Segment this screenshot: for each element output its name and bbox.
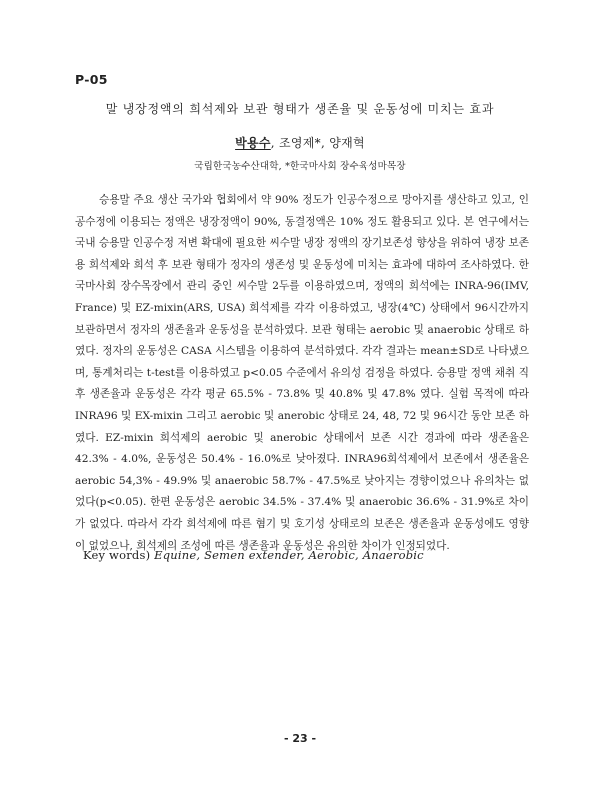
co-authors: , 조영제*, 양재혁 xyxy=(270,136,365,150)
page-number: - 23 - xyxy=(283,732,317,745)
presenting-author: 박용수 xyxy=(235,136,271,150)
abstract-code: P-05 xyxy=(75,72,108,87)
paper-title: 말 냉장정액의 희석제와 보관 형태가 생존율 및 운동성에 미치는 효과 xyxy=(105,102,495,116)
author-line xyxy=(60,134,540,151)
affiliation: 국립한국농수산대학, *한국마사회 장수육성마목장 xyxy=(194,161,406,172)
keywords-values: Equine, Semen extender, Aerobic, Anaerobic xyxy=(154,548,424,562)
abstract-body: 승용말 주요 생산 국가와 협회에서 약 90% 정도가 인공수정으로 망아지를 생산하고 있고, 인공수정에 이용되는 정액은 냉장정액이 90%, 동결정액은 10% 정도 활용되고 있다. 본 연구에서는 국내 승용말 인공수정 저변 확대에 필요한 씨수말 냉장 정액의 장기보존성 향상을 위하여 냉장 보존용 희석제와 희석 후 보관 형태가 정자의 생존성 및 운동성에 미치는 효과에 대하여 조사하였다. 한국마사회 장수목장에서 관리 중인 씨수말 2두를 이용하였으며, 정액의 희석에는 INRA-96(IMV, France) 및 EZ-mixin(ARS, USA) 희석제를 각각 이용하였고, 냉장(4℃) 상태에서 96시간까지 보관하면서 정자의 생존율과 운동성을 분석하였다. 보관 형태는 aerobic 및 anaerobic 상태로 하였다. 정자의 운동성은 CASA 시스템을 이용하여 분석하였다. 각각 결과는 mean±SD로 나타냈으며, 통계처리는 t-test를 이용하였고 p<0.05 수준에서 유의성 검정을 하였다. 승용말 정액 채취 직후 생존율과 운동성은 각각 평균 65.5% - 73.8% 및 40.8% 및 47.8% 였다. 실험 목적에 따라 INRA96 및 EX-mixin 그리고 aerobic 및 anerobic 상태로 24, 48, 72 및 96시간 동안 보존 하였다. EZ-mixin 희석제의 aerobic 및 anerobic 상태에서 보존 시간 경과에 따라 생존율은 42.3% - 4.0%, 운동성은 50.4% - 16.0%로 낮아졌다. INRA96희석제에서 보존에서 생존율은 aerobic 54,3% - 49.9% 및 anaerobic 58.7% - 47.5%로 낮아지는 경향이었으나 유의차는 없었다(p<0.05). 한편 운동성은 aerobic 34.5% - 37.4% 및 anaerobic 36.6% - 31.9%로 차이가 없었다. 따라서 각각 희석제에 따른 혐기 및 호기성 상태로의 보존은 생존율과 운동성에도 영향이 없었으나, 희석제의 조성에 따른 생존율과 운동성은 유의한 차이가 인정되었다. xyxy=(75,194,529,552)
keywords-label: Key words) xyxy=(83,548,151,562)
keywords-line xyxy=(83,548,424,562)
